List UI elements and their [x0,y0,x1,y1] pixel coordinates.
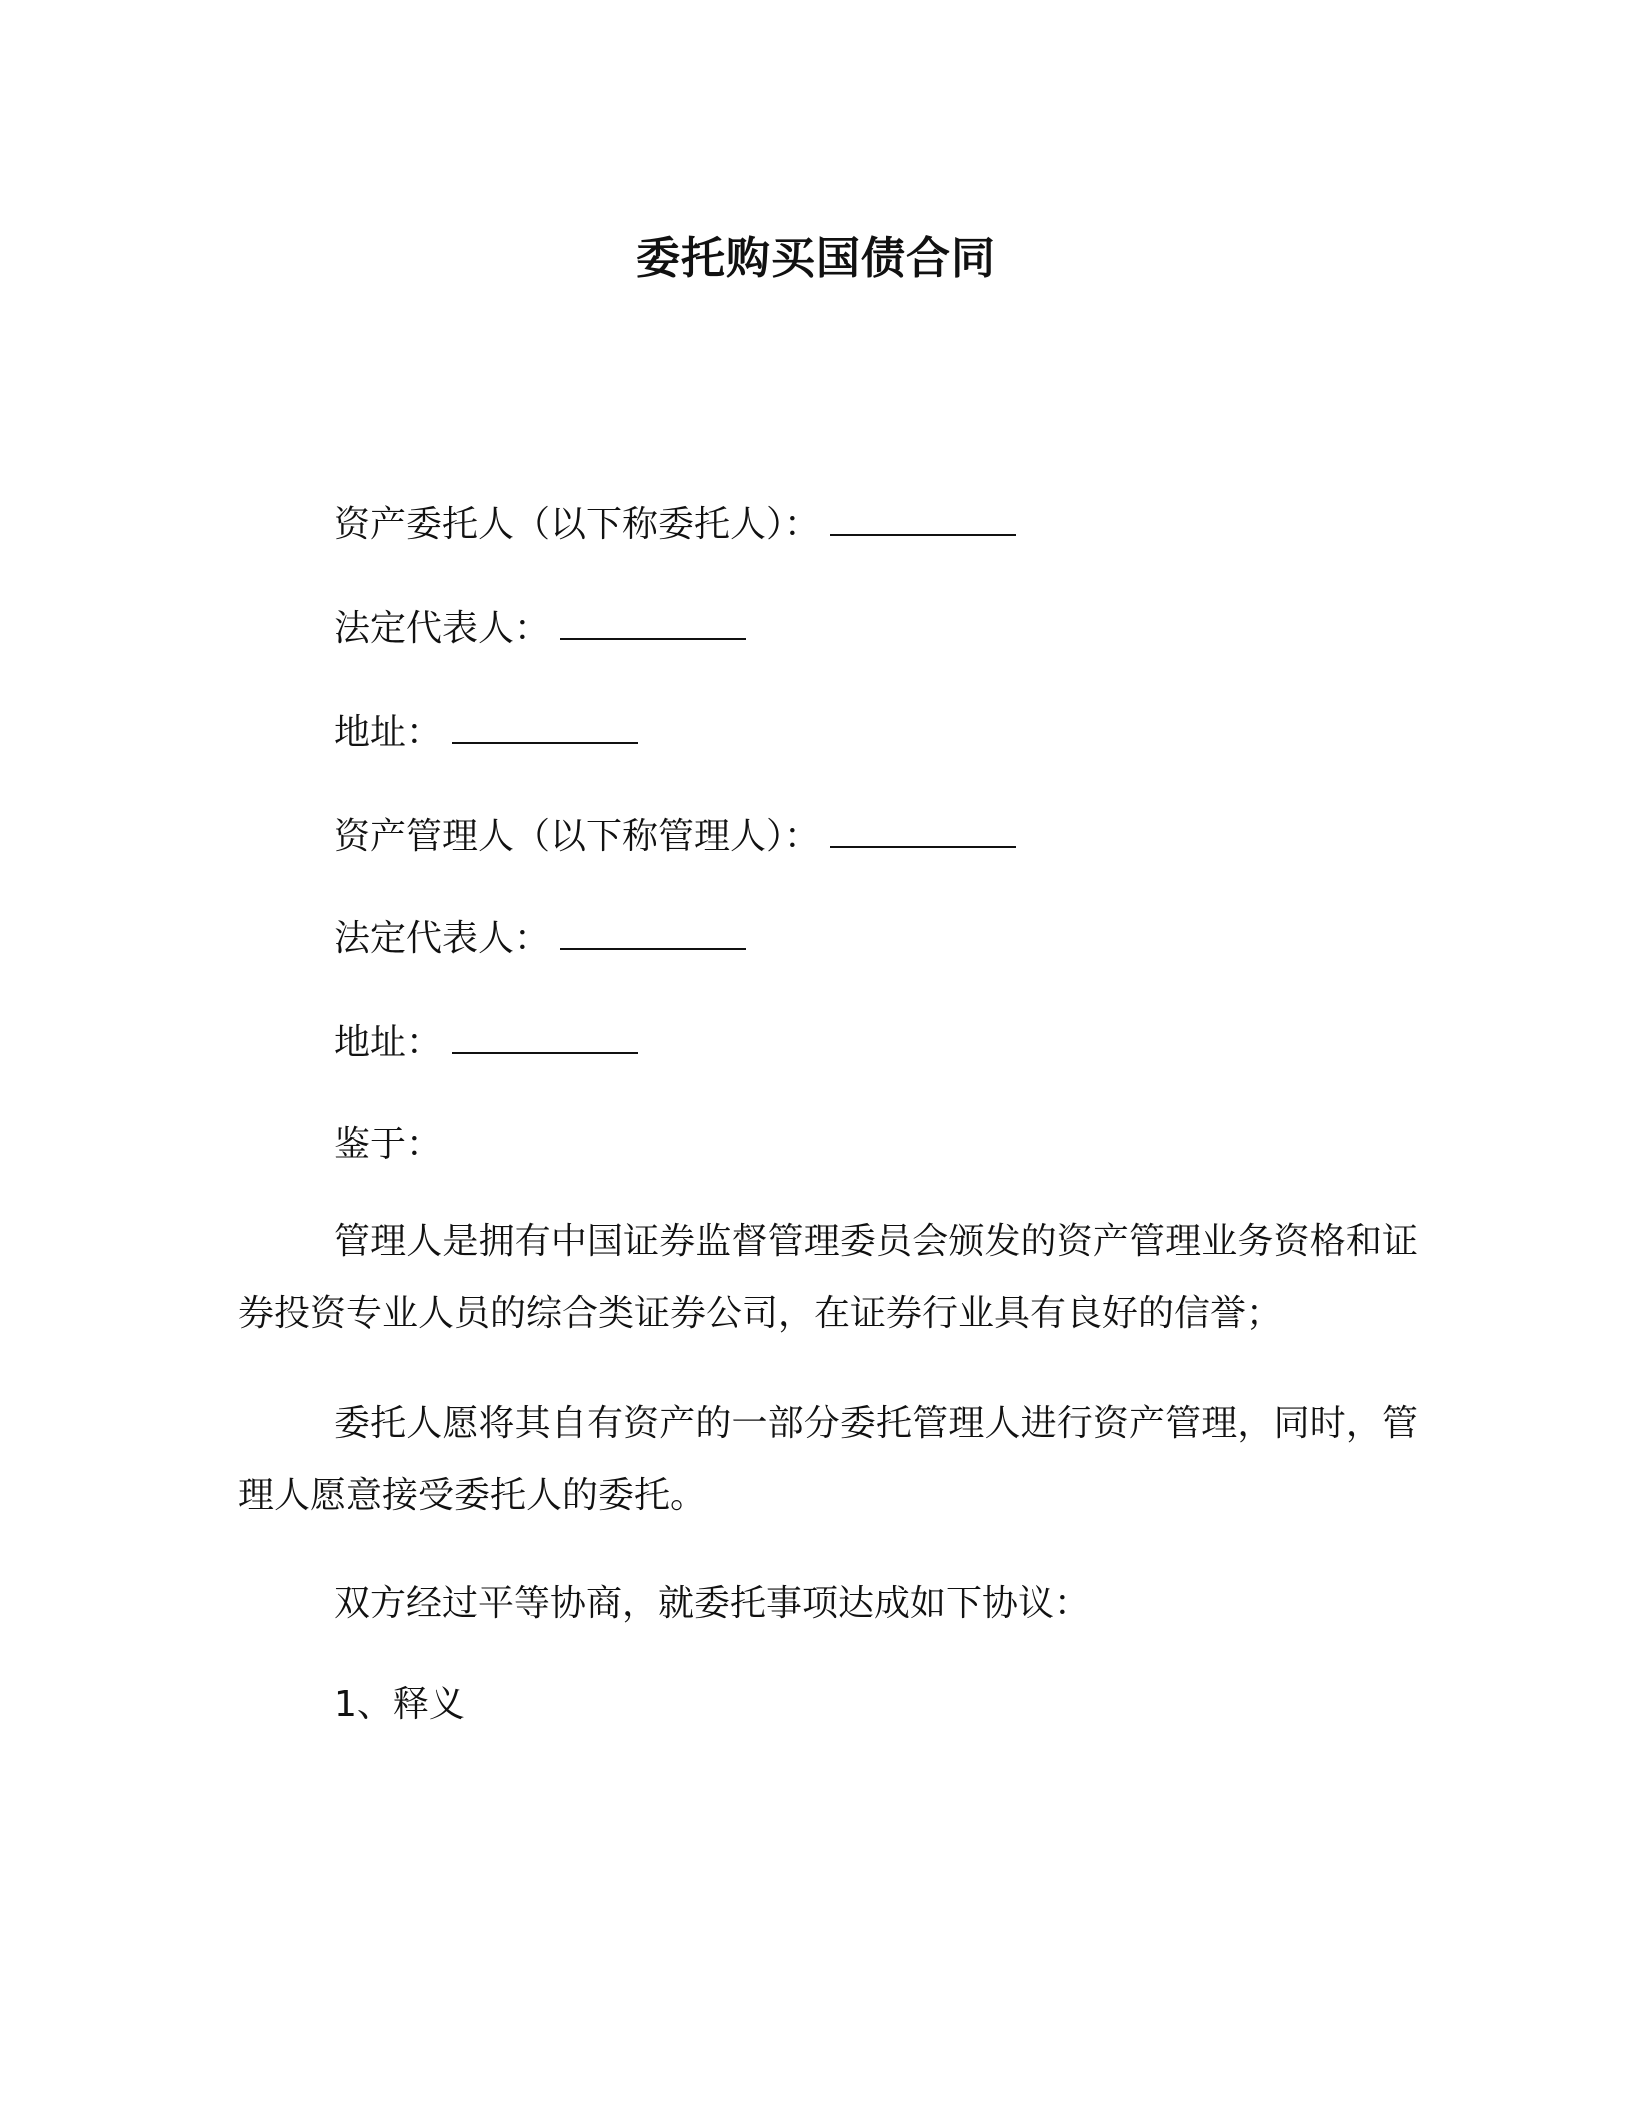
manager-blank [830,810,1016,848]
manager-address-line [334,1014,638,1065]
principal-rep-line [334,600,746,651]
manager-line [334,808,1016,859]
section-1-heading: 1、释义 [334,1684,465,1725]
document-title: 委托购买国债合同 [636,233,996,284]
principal-address-label: 地址： [334,712,443,753]
paragraph-entrustment: 委托人愿将其自有资产的一部分委托管理人进行资产管理，同时，管理人愿意接受委托人的委托。 [238,1403,1418,1516]
principal-label: 资产委托人（以下称委托人）： [334,504,821,545]
paragraph-agreement: 双方经过平等协商，就委托事项达成如下协议： [334,1583,1091,1624]
principal-blank [830,498,1016,536]
principal-rep-label: 法定代表人： [334,608,551,649]
manager-rep-line [334,910,746,961]
manager-label: 资产管理人（以下称管理人）： [334,816,821,857]
principal-address-line [334,704,638,755]
manager-rep-label: 法定代表人： [334,918,551,959]
whereas-label: 鉴于： [334,1124,443,1165]
paragraph-manager-qualification: 管理人是拥有中国证券监督管理委员会颁发的资产管理业务资格和证券投资专业人员的综合类证券公司，在证券行业具有良好的信誉； [238,1221,1418,1334]
principal-rep-blank [560,602,746,640]
manager-address-label: 地址： [334,1022,443,1063]
principal-line [334,496,1016,547]
manager-rep-blank [560,912,746,950]
principal-address-blank [452,706,638,744]
manager-address-blank [452,1016,638,1054]
